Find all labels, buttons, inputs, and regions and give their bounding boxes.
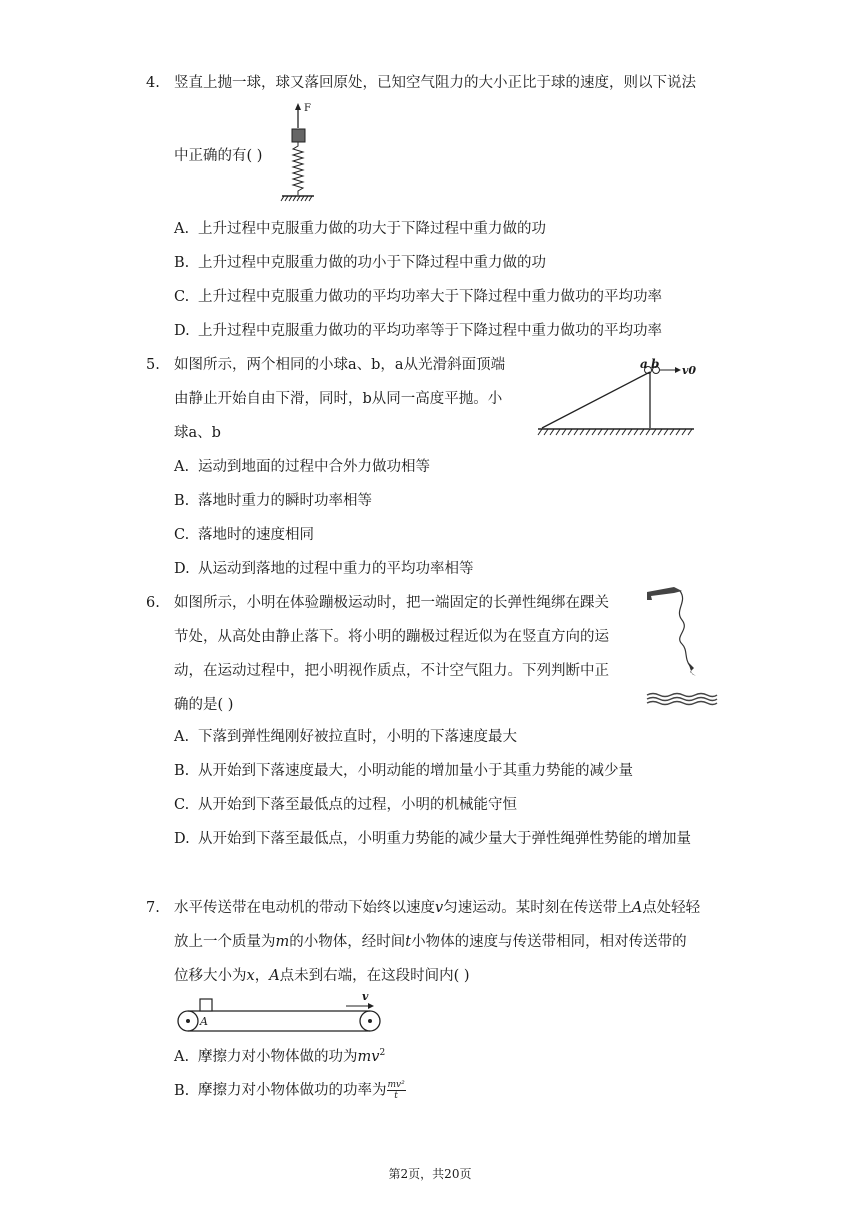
q4-spring-figure xyxy=(276,100,326,210)
q6-stem-line4: 确的是( ) xyxy=(174,697,234,713)
q7-fig-v-label: v xyxy=(362,990,369,1003)
q6-option-c xyxy=(174,795,517,815)
q7-s1-text-c: 点处轻轻 xyxy=(642,900,701,916)
q4-fig-force-label: F xyxy=(304,103,311,114)
page-footer: 第2页，共20页 xyxy=(388,1167,472,1181)
q5-fig-b-label: b xyxy=(651,357,660,371)
q4-option-d-text: 上升过程中克服重力做功的平均功率等于下降过程中重力做功的平均功率 xyxy=(198,323,662,339)
q4-stem-line2: 中正确的有( ) xyxy=(174,148,263,164)
q7-option-b-denominator: t xyxy=(394,1091,398,1101)
q5-fig-a-label: a xyxy=(640,357,648,371)
q4-option-c xyxy=(174,287,662,307)
q4-option-c-label: C. xyxy=(174,289,190,305)
q7-option-a-sup: 2 xyxy=(379,1048,386,1058)
q6-stem-line3: 动，在运动过程中，把小明视作质点，不计空气阻力。下列判断中正 xyxy=(174,663,609,679)
q4-option-a-text: 上升过程中克服重力做的功大于下降过程中重力做的功 xyxy=(198,221,546,237)
q5-slope-figure xyxy=(536,357,698,440)
q5-fig-v0-label: v0 xyxy=(682,364,697,377)
q5-option-a xyxy=(174,457,430,477)
q7-s1-text-b: 匀速运动。某时刻在传送带上 xyxy=(443,900,632,916)
q7-option-b-numerator: mv² xyxy=(387,1080,405,1090)
q6-option-c-text: 从开始到下落至最低点的过程，小明的机械能守恒 xyxy=(198,797,517,813)
q5-number: 5. xyxy=(146,357,160,373)
q7-s3-var-x: x xyxy=(246,968,255,984)
q6-option-d-label: D. xyxy=(174,831,190,847)
q6-option-b-label: B. xyxy=(174,763,190,779)
q6-option-b-text: 从开始到下落速度最大，小明动能的增加量小于其重力势能的减少量 xyxy=(198,763,633,779)
q5-option-d-label: D. xyxy=(174,561,190,577)
q7-stem-line1 xyxy=(174,898,700,918)
q7-s1-var-v: v xyxy=(435,900,444,916)
q7-stem-line2 xyxy=(174,932,687,952)
q7-s1-var-A: A xyxy=(631,900,643,916)
q7-s2-var-t: t xyxy=(405,934,412,950)
q5-option-a-text: 运动到地面的过程中合外力做功相等 xyxy=(198,459,430,475)
q7-number: 7. xyxy=(146,900,160,916)
q5-option-b-label: B. xyxy=(174,493,190,509)
q4-number: 4. xyxy=(146,75,160,91)
q4-option-a xyxy=(174,219,546,239)
q6-option-a-text: 下落到弹性绳刚好被拉直时，小明的下落速度最大 xyxy=(198,729,517,745)
q6-stem-line1: 如图所示，小明在体验蹦极运动时，把一端固定的长弹性绳绑在踝关 xyxy=(174,595,609,611)
q7-option-a xyxy=(174,1043,385,1067)
q6-option-a xyxy=(174,727,517,747)
q6-number: 6. xyxy=(146,595,160,611)
q6-option-a-label: A. xyxy=(174,729,190,745)
q4-option-c-text: 上升过程中克服重力做功的平均功率大于下降过程中重力做功的平均功率 xyxy=(198,289,662,305)
q4-option-b-text: 上升过程中克服重力做的功小于下降过程中重力做的功 xyxy=(198,255,546,271)
q4-stem-line1: 竖直上抛一球，球又落回原处，已知空气阻力的大小正比于球的速度，则以下说法 xyxy=(174,75,696,91)
q7-s3-text-b: ， xyxy=(254,968,270,984)
q7-s3-text-c: 点未到右端，在这段时间内( ) xyxy=(279,968,470,984)
q7-s2-var-m: m xyxy=(275,934,290,950)
q6-stem-line2: 节处，从高处由静止落下。将小明的蹦极过程近似为在竖直方向的运 xyxy=(174,629,609,645)
q5-option-c-text: 落地时的速度相同 xyxy=(198,527,314,543)
q5-option-c-label: C. xyxy=(174,527,190,543)
q6-option-c-label: C. xyxy=(174,797,190,813)
q5-option-d-text: 从运动到落地的过程中重力的平均功率相等 xyxy=(198,561,474,577)
q7-fig-A-label: A xyxy=(200,1015,208,1028)
q7-option-a-label: A. xyxy=(174,1048,190,1065)
q5-stem-line1: 如图所示，两个相同的小球a、b，a从光滑斜面顶端 xyxy=(174,357,506,373)
q5-option-b xyxy=(174,491,372,511)
q5-option-b-text: 落地时重力的瞬时功率相等 xyxy=(198,493,372,509)
q6-option-d xyxy=(174,829,691,849)
q5-option-c xyxy=(174,525,314,545)
q6-bungee-figure xyxy=(644,584,718,712)
q7-stem-line3 xyxy=(174,966,470,986)
q5-option-a-label: A. xyxy=(174,459,190,475)
q5-option-d xyxy=(174,559,474,579)
q7-s2-text-c: 小物体的速度与传送带相同，相对传送带的 xyxy=(411,934,687,950)
q5-stem-line2: 由静止开始自由下滑，同时，b从同一高度平抛。小 xyxy=(174,391,503,407)
q7-option-b-fraction xyxy=(387,1080,406,1101)
q4-option-d-label: D. xyxy=(174,323,190,339)
q5-stem-line3: 球a、b xyxy=(174,425,221,441)
q7-s2-text-b: 的小物体，经时间 xyxy=(289,934,406,950)
q7-s3-var-A: A xyxy=(269,968,280,984)
q6-option-d-text: 从开始到下落至最低点，小明重力势能的减少量大于弹性绳弹性势能的增加量 xyxy=(198,831,691,847)
q7-option-b-text: 摩擦力对小物体做功的功率为 xyxy=(198,1082,387,1099)
q7-option-a-text: 摩擦力对小物体做的功为 xyxy=(198,1048,358,1065)
q6-option-b xyxy=(174,761,633,781)
q4-option-d xyxy=(174,321,662,341)
q7-s1-text-a: 水平传送带在电动机的带动下始终以速度 xyxy=(174,900,435,916)
q7-s2-text-a: 放上一个质量为 xyxy=(174,934,276,950)
q7-s3-text-a: 位移大小为 xyxy=(174,968,247,984)
q4-option-a-label: A. xyxy=(174,221,190,237)
q7-option-b-label: B. xyxy=(174,1082,190,1099)
q4-option-b-label: B. xyxy=(174,255,190,271)
q7-option-b xyxy=(174,1080,406,1101)
q4-option-b xyxy=(174,253,546,273)
q7-option-a-math: mv xyxy=(357,1048,380,1065)
